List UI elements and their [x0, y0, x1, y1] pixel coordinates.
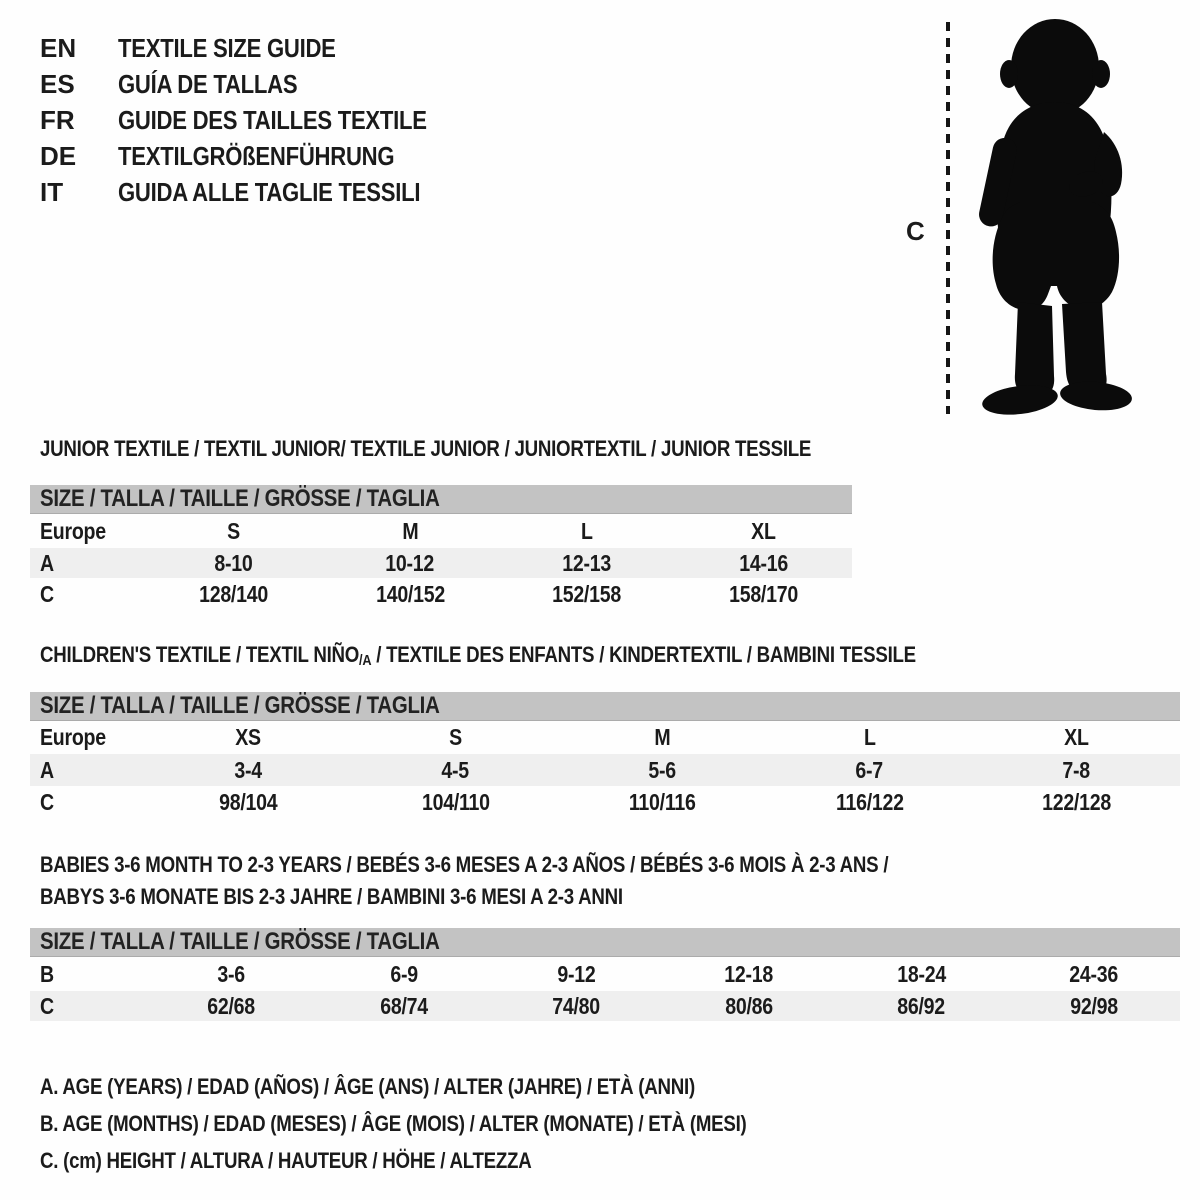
size-header-bar: SIZE / TALLA / TAILLE / GRÖSSE / TAGLIA	[30, 692, 1180, 721]
height-measure-dashed-line	[946, 22, 950, 414]
table-row-height: C 62/68 68/74 74/80 80/86 86/92 92/98	[30, 991, 1180, 1021]
measurement-legend	[40, 1068, 871, 1179]
legend-line-a: A. AGE (YEARS) / EDAD (AÑOS) / ÂGE (ANS) / ALTER (JAHRE) / ETÀ (ANNI)	[40, 1073, 695, 1099]
junior-section-title: JUNIOR TEXTILE / TEXTIL JUNIOR/ TEXTILE JUNIOR / JUNIORTEXTIL / JUNIOR TESSILE	[40, 436, 812, 461]
nino-a-subscript: /A	[359, 652, 372, 669]
language-code: ES	[40, 68, 75, 99]
language-row	[40, 30, 481, 66]
table-row-age: A 3-4 4-5 5-6 6-7 7-8	[30, 754, 1180, 786]
table-row-months: B 3-6 6-9 9-12 12-18 18-24 24-36	[40, 960, 1119, 987]
legend-line-b: B. AGE (MONTHS) / EDAD (MESES) / ÂGE (MOIS) / ALTER (MONATE) / ETÀ (MESI)	[40, 1110, 747, 1136]
guide-title: TEXTILGRÖßENFÜHRUNG	[118, 140, 395, 171]
table-row-europe: Europe XS S M L XL	[40, 724, 1089, 750]
language-code: IT	[40, 176, 64, 207]
language-row	[40, 66, 481, 102]
language-code: EN	[40, 32, 77, 63]
table-row-age: A 8-10 10-12 12-13 14-16	[30, 548, 852, 578]
guide-title: GUIDA ALLE TAGLIE TESSILI	[118, 176, 421, 207]
babies-size-table	[30, 928, 1180, 1021]
junior-size-table	[30, 485, 852, 611]
table-row-height: C 98/104 104/110 110/116 116/122 122/128	[40, 788, 1111, 815]
children-section-title: CHILDREN'S TEXTILE / TEXTIL NIÑO/A / TEXTILE DES ENFANTS / KINDERTEXTIL / BAMBINI TESSILE	[40, 642, 916, 669]
guide-title: GUÍA DE TALLAS	[118, 68, 298, 99]
language-row	[40, 102, 481, 138]
size-header-bar: SIZE / TALLA / TAILLE / GRÖSSE / TAGLIA	[30, 485, 852, 514]
table-row-europe: Europe S M L XL	[40, 517, 776, 544]
guide-title: GUIDE DES TAILLES TEXTILE	[118, 104, 427, 135]
language-title-list	[40, 30, 481, 210]
language-code: DE	[40, 140, 77, 171]
height-measure-label: C	[906, 216, 925, 246]
language-row	[40, 138, 481, 174]
toddler-silhouette-icon	[960, 12, 1145, 422]
legend-line-c: C. (cm) HEIGHT / ALTURA / HAUTEUR / HÖHE / ALTEZZA	[40, 1147, 532, 1173]
children-size-table	[30, 692, 1180, 818]
guide-title: TEXTILE SIZE GUIDE	[118, 32, 336, 63]
size-header-bar: SIZE / TALLA / TAILLE / GRÖSSE / TAGLIA	[30, 928, 1180, 957]
table-row-height: C 128/140 140/152 152/158 158/170	[40, 581, 799, 607]
language-row	[40, 174, 481, 210]
language-code: FR	[40, 104, 75, 135]
babies-section-title: BABIES 3-6 MONTH TO 2-3 YEARS / BEBÉS 3-6 MESES A 2-3 AÑOS / BÉBÉS 3-6 MOIS À 2-3 ANS / BABYS 3-6 MONATE BIS 2-3 JAHRE / BAMBINI 3-6 MESI A 2-3 ANNI	[40, 852, 889, 909]
